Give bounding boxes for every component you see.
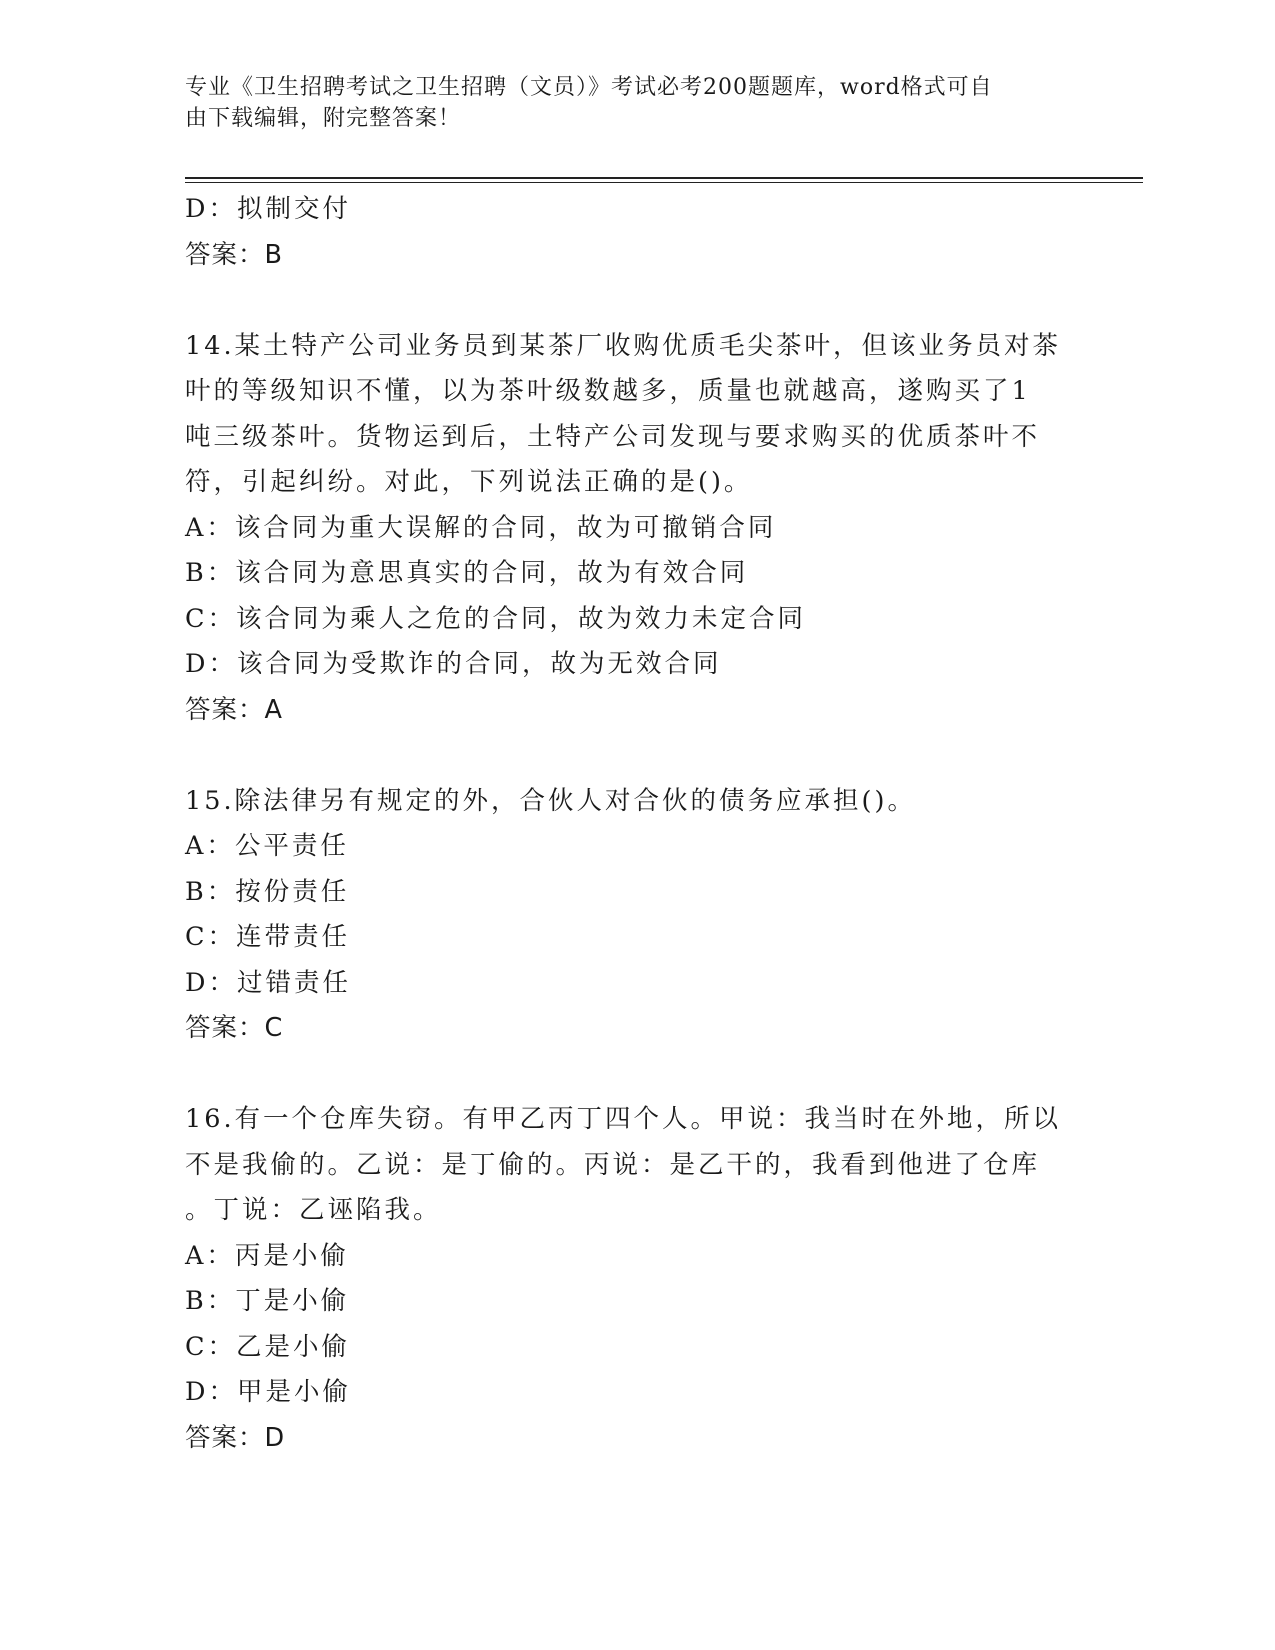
option-b: B：该合同为意思真实的合同，故为有效合同 <box>185 558 749 588</box>
option-c: C：该合同为乘人之危的合同，故为效力未定合同 <box>185 603 807 634</box>
option-a: A：公平责任 <box>185 831 349 861</box>
question-text-line: 不是我偷的。乙说：是丁偷的。丙说：是乙干的，我看到他进了仓库 <box>185 1149 1041 1180</box>
option-b: B：按份责任 <box>185 876 350 907</box>
question-content <box>185 187 1085 1461</box>
header-line-2: 由下载编辑，附完整答案！ <box>185 106 462 131</box>
option-c: C：乙是小偷 <box>185 1331 351 1362</box>
question-text-line: 14.某土特产公司业务员到某茶厂收购优质毛尖茶叶，但该业务员对茶 <box>185 330 1062 361</box>
option-b: B：丁是小偷 <box>185 1286 350 1316</box>
question-15 <box>185 779 1085 1052</box>
question-text-line: 符，引起纠纷。对此，下列说法正确的是()。 <box>185 467 753 497</box>
question-14 <box>185 324 1085 734</box>
option-d: D：过错责任 <box>185 967 351 998</box>
question-text-line: 吨三级茶叶。货物运到后，土特产公司发现与要求购买的优质茶叶不 <box>185 421 1041 452</box>
question-text-line: 16.有一个仓库失窃。有甲乙丙丁四个人。甲说：我当时在外地，所以 <box>185 1104 1062 1134</box>
header-divider-thin <box>185 182 1143 183</box>
option-a: A：该合同为重大误解的合同，故为可撤销合同 <box>185 512 777 543</box>
answer-line: 答案：A <box>185 694 283 725</box>
option-d: D：该合同为受欺诈的合同，故为无效合同 <box>185 649 722 679</box>
option-d: D：甲是小偷 <box>185 1377 351 1407</box>
option-d: D：拟制交付 <box>185 194 351 224</box>
option-a: A：丙是小偷 <box>185 1240 349 1271</box>
document-header <box>185 72 1065 134</box>
header-line-1: 专业《卫生招聘考试之卫生招聘（文员）》考试必考200题题库，word格式可自 <box>185 75 993 100</box>
header-divider-thick <box>185 177 1143 179</box>
spacer <box>185 733 1085 779</box>
answer-line: 答案：D <box>185 1422 286 1453</box>
spacer <box>185 1052 1085 1098</box>
spacer <box>185 278 1085 324</box>
question-16 <box>185 1097 1085 1461</box>
question-text-line: 15.除法律另有规定的外，合伙人对合伙的债务应承担()。 <box>185 785 916 816</box>
question-text-line: 叶的等级知识不懂，以为茶叶级数越多，质量也就越高，遂购买了1 <box>185 376 1031 406</box>
answer-line: 答案：B <box>185 239 283 270</box>
answer-line: 答案：C <box>185 1013 284 1043</box>
option-c: C：连带责任 <box>185 922 351 952</box>
question-text-line: 。丁说：乙诬陷我。 <box>185 1195 442 1225</box>
